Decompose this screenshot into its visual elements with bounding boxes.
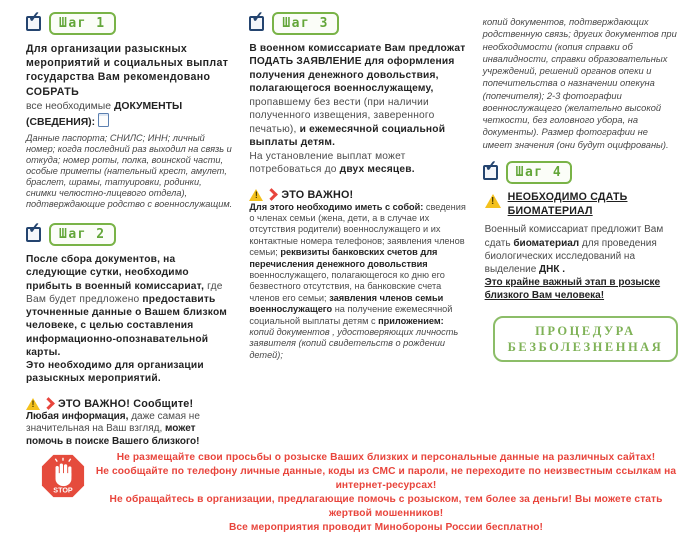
step2-section xyxy=(26,220,233,386)
step3-important-seg1: Для этого необходимо иметь с собой: xyxy=(249,201,424,212)
important-title: ЭТО ВАЖНО! Сообщите! xyxy=(58,397,194,410)
step2-seg1: После сбора документов, на следующие сутки, необходимо прибыть в военный комиссариат, xyxy=(26,254,205,292)
step3-important-seg6: на получение ежемесячной социальной выплаты детям с xyxy=(249,304,453,326)
red-chevron-icon xyxy=(42,397,55,410)
attachments-continuation: копий документов, подтверждающих родственную связь; других документов при необходимости (копия справки об инвалидности, справки образовательных учреждений, решений органов опеки и попечительства о назначении опекуна (попечителя); 2-3 фотографии военнослужащего (желательно высокой четкости, без головного убора, на документы). Размер фотографии не имеет значения (они будут оцифрованы). xyxy=(482,17,677,150)
exclamation-glyph: ! xyxy=(254,189,258,200)
checkbox-icon xyxy=(249,9,264,31)
procedure-line2: БЕЗБОЛЕЗНЕННАЯ xyxy=(507,339,664,354)
step2-paragraph xyxy=(26,253,233,386)
stop-sign-icon xyxy=(40,453,86,504)
step1-lead2 xyxy=(26,100,233,130)
step3-important-seg2: сведения о членах семьи (жена, дети, а в случае их отсутствия родители) военнослужащего и их контактные номера телефонов; заявления членов семьи; xyxy=(249,201,466,258)
exclamation-glyph: ! xyxy=(490,195,495,207)
footer-warning xyxy=(26,449,680,534)
footer-warning-text xyxy=(94,451,678,535)
step2-badge: Шаг 2 xyxy=(49,223,116,246)
checkbox-icon xyxy=(26,220,41,242)
red-chevron-icon xyxy=(265,188,278,201)
step1-lead xyxy=(26,42,233,99)
step2-important-seg1: Любая информация, xyxy=(26,410,129,422)
exclamation-glyph: ! xyxy=(31,398,35,409)
check-glyph: ✓ xyxy=(484,157,498,175)
step2-important-paragraph xyxy=(26,411,233,449)
biomaterial-warning-header xyxy=(485,191,680,219)
check-glyph: ✓ xyxy=(251,9,264,26)
step3-seg4: На установление выплат может потребоваться до xyxy=(249,150,406,176)
step3-seg1: В военном комиссариате Вам предложат ПОДАТЬ ЗАЯВЛЕНИЕ для оформления получения денежного довольствия, полагающегося военнослужащему, xyxy=(249,43,466,95)
step2-important-seg3: может помочь в поиске Вашего близкого! xyxy=(26,423,200,448)
important-header xyxy=(249,189,466,201)
important-title: ЭТО ВАЖНО! xyxy=(281,188,354,201)
step2-seg3: предоставить уточненные данные о Вашем близком человеке, с целью составления информационно-опознавательной карты. xyxy=(26,293,227,358)
step3-seg3: и ежемесячной социальной выплаты детям. xyxy=(249,123,446,149)
step3-badge: Шаг 3 xyxy=(272,12,339,35)
step3-seg2: пропавшему без вести (при наличии полученного извещения, заверенного печатью), xyxy=(249,96,435,135)
warning-triangle-icon xyxy=(249,189,263,201)
step3-important-seg4: военнослужащего, полагающегося ко дню его безвестного отсутствия, на банковские счета членов его семьи; xyxy=(249,269,445,303)
document-icon xyxy=(98,113,109,127)
footer-line: Не сообщайте по телефону личные данные, коды из СМС и пароли, не переходите по неизвестным ссылкам на интернет-ресурсах! xyxy=(95,465,677,492)
column-1 xyxy=(26,10,233,449)
step2-seg4: Это необходимо для организации разыскных мероприятий. xyxy=(26,360,204,385)
column-2 xyxy=(249,10,466,449)
step1-lead-bold: Для организации разыскных мероприятий и социальных выплат государства Вам рекомендовано СОБРАТЬ xyxy=(26,43,229,98)
check-glyph: ✓ xyxy=(28,220,41,237)
step4-header xyxy=(483,157,680,184)
checkbox-icon xyxy=(483,157,498,180)
warning-triangle-icon xyxy=(26,398,40,410)
step3-important-seg5: заявления членов семьи военнослужащего xyxy=(249,292,444,315)
warning-triangle-icon xyxy=(485,194,501,208)
step4-section xyxy=(483,157,680,362)
footer-line: Не размещайте свои просьбы о розыске Ваших близких и персональные данные на различных сайтах! xyxy=(116,451,656,463)
step1-badge: Шаг 1 xyxy=(49,12,116,35)
painless-procedure-box xyxy=(493,316,679,363)
biomaterial-title: НЕОБХОДИМО СДАТЬ БИОМАТЕРИАЛ xyxy=(507,190,628,217)
step3-header xyxy=(249,9,466,35)
footer-line: Все мероприятия проводит Минобороны России бесплатно! xyxy=(228,522,544,534)
step3-line2 xyxy=(249,150,466,177)
footer-line: Не обращайтесь в организации, предлагающие помочь с розыском, тем более за деньги! Вы можете стать жертвой мошенников! xyxy=(109,494,663,520)
step3-important-seg8: копий документов , удостоверяющих личность заявителя (копий свидетельств о рождении детей); xyxy=(249,327,459,360)
step3-paragraph xyxy=(249,42,466,177)
step2-important-section xyxy=(26,398,233,449)
step3-important-paragraph xyxy=(249,202,466,362)
content-columns xyxy=(26,10,680,449)
step3-important-seg3: реквизиты банковских счетов для перечисления денежного довольствия xyxy=(249,247,438,269)
step4-badge: Шаг 4 xyxy=(506,161,573,184)
important-header xyxy=(26,398,233,410)
step2-important-seg2: даже самая не значительная на Ваш взгляд, xyxy=(26,410,200,435)
step2-seg2: где Вам будет предложено xyxy=(26,280,223,305)
step4-paragraph xyxy=(485,223,680,302)
column-3 xyxy=(483,10,680,449)
step4-seg5: Это крайне важный этап в розыске близкого Вам человека! xyxy=(484,277,661,302)
step1-lead-bold2: ДОКУМЕНТЫ (СВЕДЕНИЯ): xyxy=(26,100,183,129)
step3-important-seg7: приложением: xyxy=(378,315,444,326)
step1-lead-regular: все необходимые xyxy=(26,100,112,112)
step4-seg3: для проведения биологических исследований на выделение xyxy=(484,237,657,276)
check-glyph: ✓ xyxy=(28,9,41,26)
step1-header xyxy=(26,9,233,35)
step1-details: Данные паспорта; СНИЛС; ИНН; личный номер; когда последний раз выходил на связь и откуда; номер роты, полка, воинской части, особые приметы (нательный крест, амулет, браслет, шрамы, татуировки, родинки, снимки челюстно-лицевого отдела), подтверждающие родство с военнослужащим. xyxy=(26,132,233,209)
step2-header xyxy=(26,220,233,246)
checkbox-icon xyxy=(26,9,41,31)
stop-label: STOP xyxy=(53,486,73,495)
step4-seg4: ДНК . xyxy=(539,264,566,276)
procedure-line1: ПРОЦЕДУРА xyxy=(535,323,636,338)
step4-seg2: биоматериал xyxy=(513,237,580,249)
step3-seg5: двух месяцев. xyxy=(339,164,415,176)
step4-seg1: Военный комиссариат предложит Вам сдать xyxy=(484,224,664,249)
step3-important-section xyxy=(249,189,466,362)
